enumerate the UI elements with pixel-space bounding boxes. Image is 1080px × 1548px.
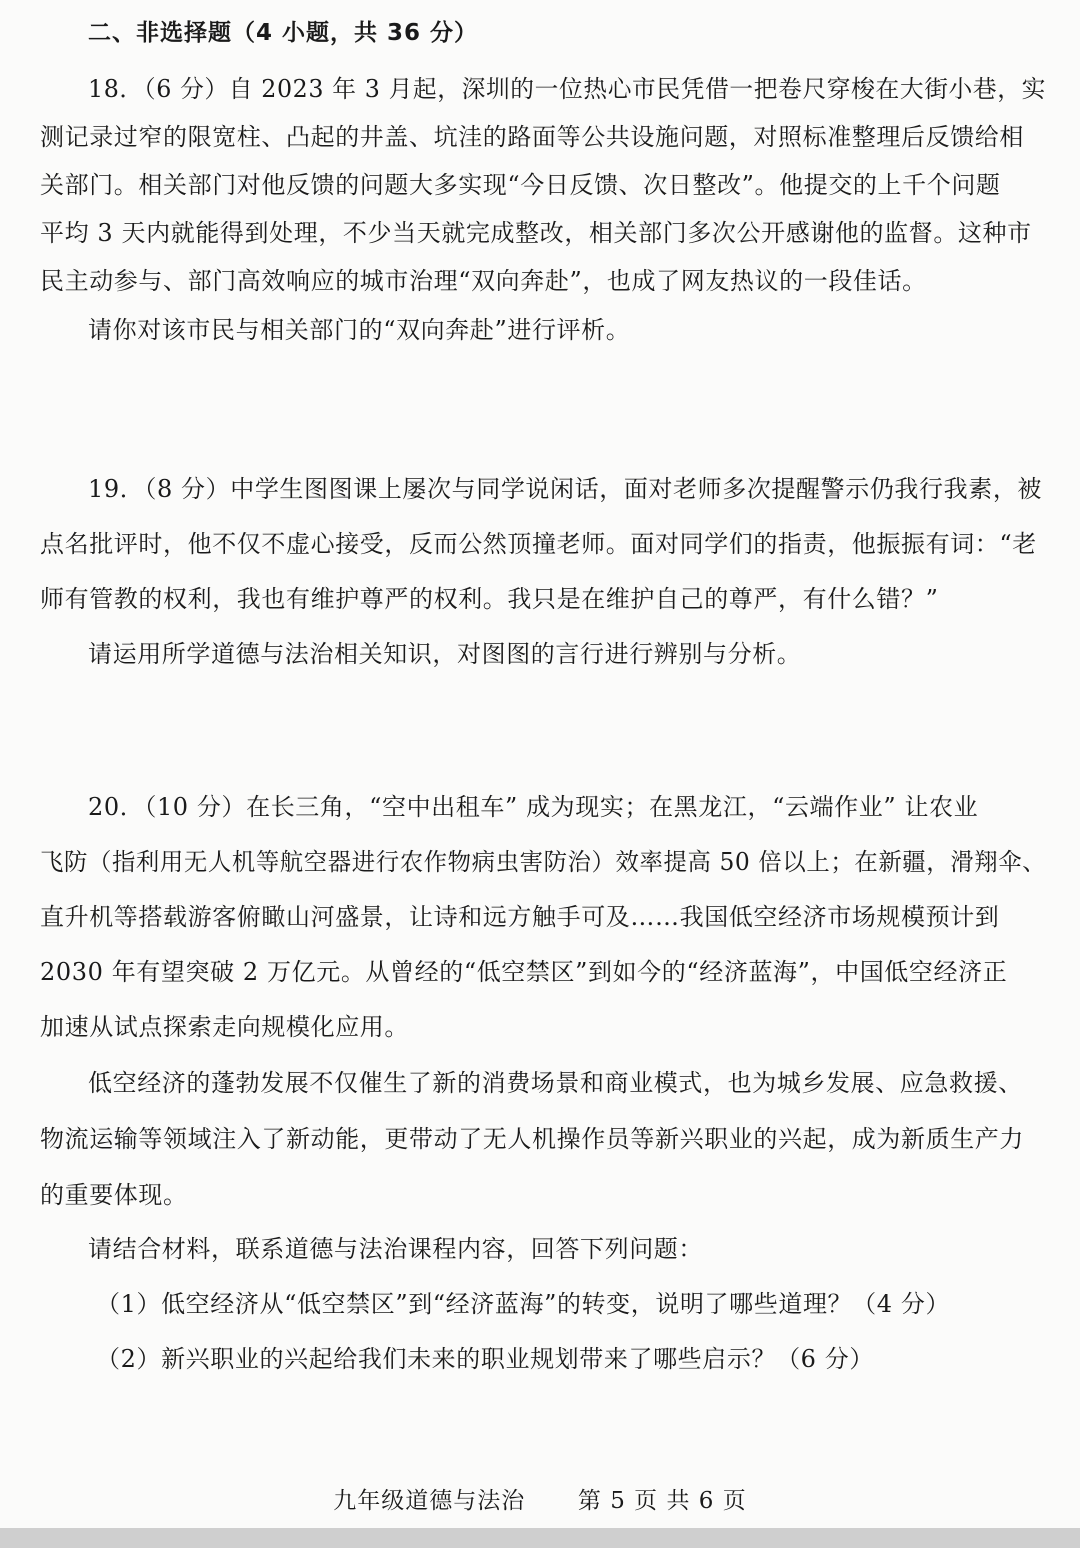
q20-subquestion-1: （1）低空经济从“低空禁区”到“经济蓝海”的转变，说明了哪些道理？（4 分） (96, 1290, 951, 1318)
footer-subject: 九年级道德与法治 (333, 1488, 526, 1514)
q19-line-1: 19．（8 分）中学生图图课上屡次与同学说闲话，面对老师多次提醒警示仍我行我素，被 (88, 475, 1043, 503)
q18-line-3: 关部门。相关部门对他反馈的问题大多实现“今日反馈、次日整改”。他提交的上千个问题 (40, 171, 1001, 199)
q20-para2-line-1: 低空经济的蓬勃发展不仅催生了新的消费场景和商业模式，也为城乡发展、应急救援、 (88, 1069, 1023, 1097)
q19-line-3: 师有管教的权利，我也有维护尊严的权利。我只是在维护自己的尊严，有什么错？” (40, 585, 939, 613)
q19-prompt: 请运用所学道德与法治相关知识，对图图的言行进行辨别与分析。 (88, 640, 802, 668)
q20-line-3: 直升机等搭载游客俯瞰山河盛景，让诗和远方触手可及……我国低空经济市场规模预计到 (40, 903, 1000, 931)
q20-line-2: 飞防（指利用无人机等航空器进行农作物病虫害防治）效率提高 50 倍以上；在新疆，滑翔伞、 (40, 848, 1047, 876)
q18-line-1: 18．（6 分）自 2023 年 3 月起，深圳的一位热心市民凭借一把卷尺穿梭在大街小巷，实 (88, 75, 1046, 103)
q20-line-4: 2030 年有望突破 2 万亿元。从曾经的“低空禁区”到如今的“经济蓝海”，中国低空经济正 (40, 958, 1008, 986)
q20-para2-line-3: 的重要体现。 (40, 1181, 188, 1209)
q20-line-5: 加速从试点探索走向规模化应用。 (40, 1013, 409, 1041)
q20-subquestion-2: （2）新兴职业的兴起给我们未来的职业规划带来了哪些启示？（6 分） (96, 1345, 874, 1373)
q18-line-5: 民主动参与、部门高效响应的城市治理“双向奔赴”，也成了网友热议的一段佳话。 (40, 267, 927, 295)
q20-prompt: 请结合材料，联系道德与法治课程内容，回答下列问题： (88, 1235, 703, 1263)
q18-line-4: 平均 3 天内就能得到处理，不少当天就完成整改，相关部门多次公开感谢他的监督。这种市 (40, 219, 1032, 247)
q20-para2-line-2: 物流运输等领域注入了新动能，更带动了无人机操作员等新兴职业的兴起，成为新质生产力 (40, 1125, 1024, 1153)
q19-line-2: 点名批评时，他不仅不虚心接受，反而公然顶撞老师。面对同学们的指责，他振振有词：“老 (40, 530, 1037, 558)
footer-page-number: 第 5 页 共 6 页 (577, 1488, 747, 1514)
section-heading: 二、非选择题（4 小题，共 36 分） (88, 20, 479, 46)
q18-prompt: 请你对该市民与相关部门的“双向奔赴”进行评析。 (88, 316, 631, 344)
q20-line-1: 20．（10 分）在长三角，“空中出租车” 成为现实；在黑龙江，“云端作业” 让农业 (88, 793, 979, 821)
page-footer (0, 1486, 1080, 1516)
q18-line-2: 测记录过窄的限宽柱、凸起的井盖、坑洼的路面等公共设施问题，对照标准整理后反馈给相 (40, 123, 1024, 151)
bottom-edge (0, 1528, 1080, 1548)
